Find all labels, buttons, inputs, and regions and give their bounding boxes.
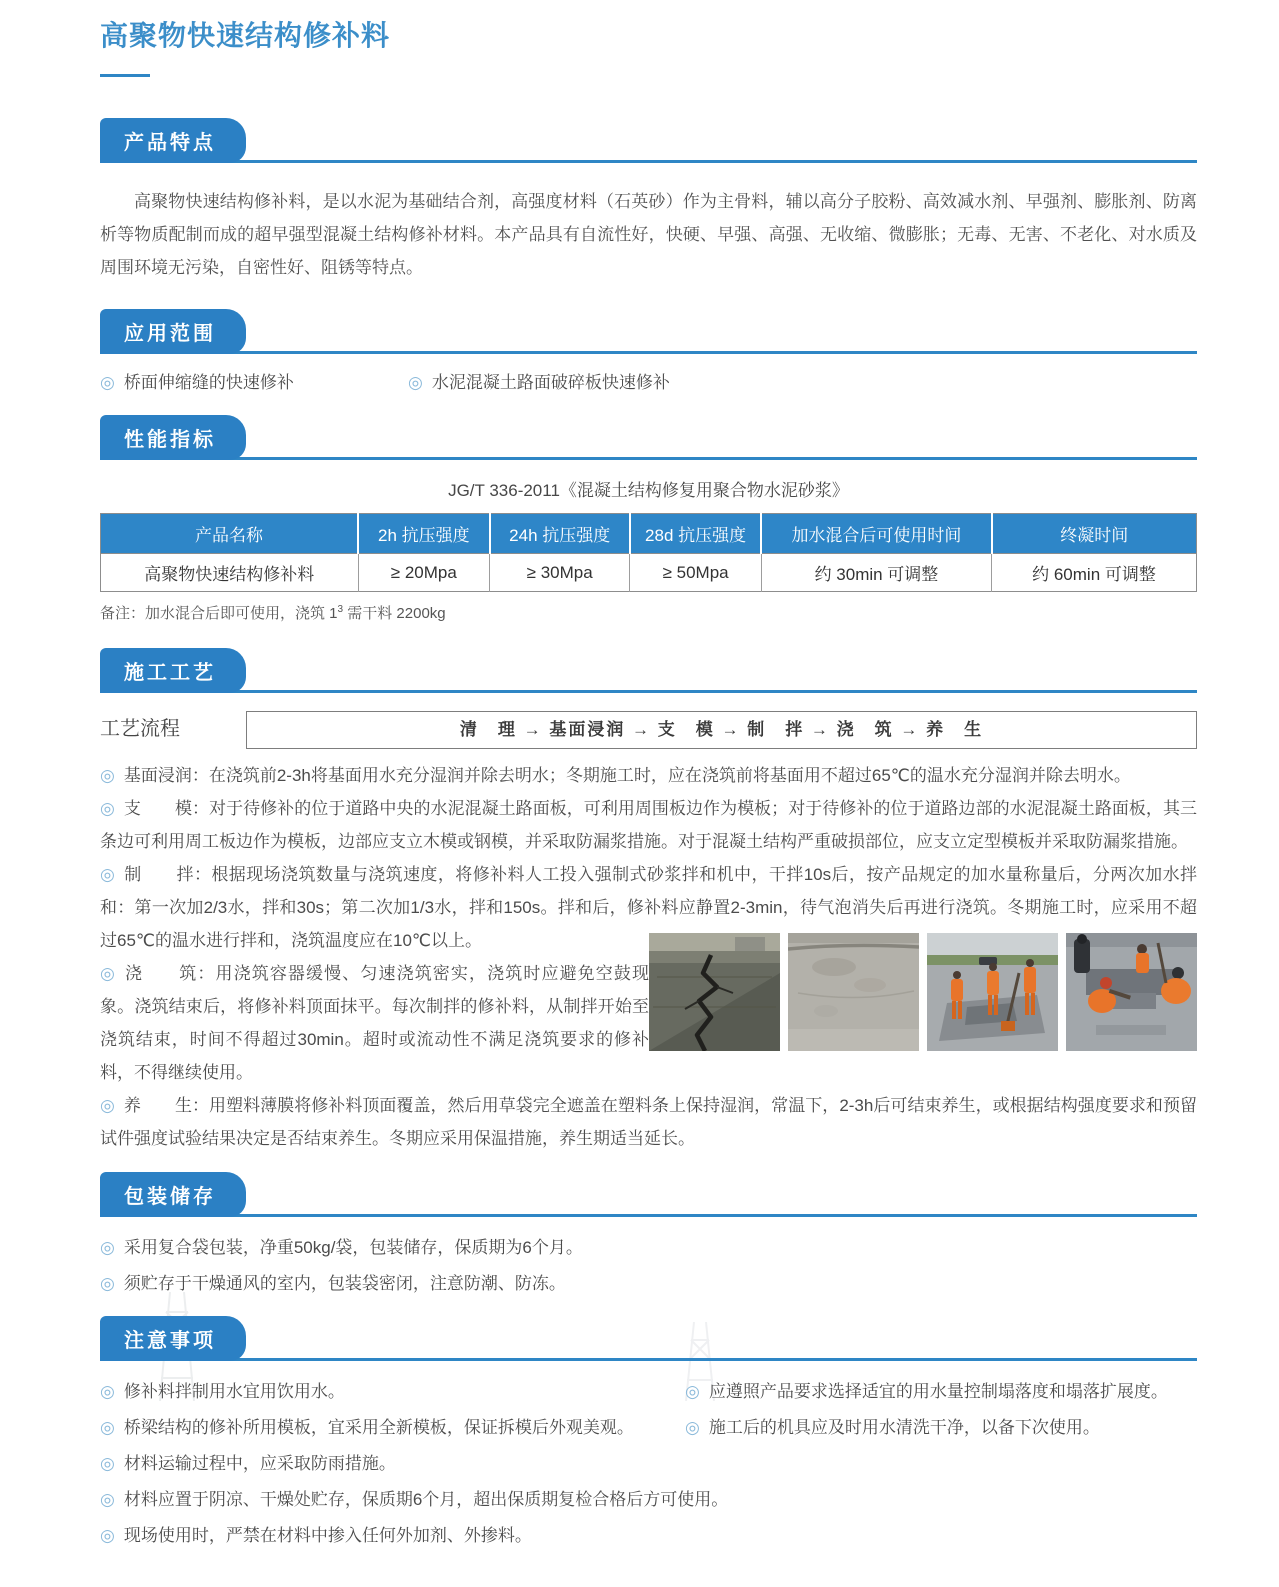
performance-table (100, 513, 1197, 592)
ring-bullet-icon: ◎ (100, 1274, 115, 1293)
precaution-item (685, 1413, 1197, 1443)
process-step-label: 浇 筑： (124, 964, 216, 983)
process-step-text: 对于待修补的位于道路中央的水泥混凝土路面板，可利用周围板边作为模板；对于待修补的位于道路边部的水泥混凝土路面板，其三条边可利用周工板边作为模板，边部应支立木模或钢模，并采取防漏浆措施。对于混凝土结构严重破损部位，应支立定型模板并采取防漏浆措施。 (100, 799, 1197, 851)
table-cell: ≥ 50Mpa (630, 554, 762, 592)
photo-repaired-surface (788, 933, 919, 1051)
section-application (100, 314, 1197, 398)
packaging-items (100, 1233, 1197, 1299)
ring-bullet-icon: ◎ (685, 1382, 700, 1401)
table-note-superscript: 3 (337, 604, 344, 615)
ring-bullet-icon: ◎ (100, 1096, 115, 1115)
section-tab-application: 应用范围 (100, 309, 246, 354)
process-step-with-photos (100, 957, 1197, 1089)
table-header-row (101, 514, 1197, 554)
table-note (100, 602, 1197, 623)
column-header: 加水混合后可使用时间 (761, 514, 991, 554)
precautions-grid (100, 1377, 1197, 1449)
ring-bullet-icon: ◎ (100, 1526, 115, 1545)
process-step-text: 用塑料薄膜将修补料顶面覆盖，然后用草袋完全遮盖在塑料条上保持湿润，常温下，2-3h后可结束养生，或根据结构强度要求和预留试件强度试验结果决定是否结束养生。冬期应采用保温措施，养生期适当延长。 (100, 1096, 1197, 1148)
photo-cracked-pavement (649, 933, 780, 1051)
packaging-item (100, 1269, 1197, 1299)
ring-bullet-icon: ◎ (100, 1238, 115, 1257)
process-step-label: 养 生： (123, 1096, 210, 1115)
title-underline (100, 74, 150, 77)
ring-bullet-icon: ◎ (685, 1418, 700, 1437)
precautions-full-width-items (100, 1449, 1197, 1551)
site-photo-strip (649, 933, 1197, 1051)
photo-workers-patching (1066, 933, 1197, 1051)
section-header-row (100, 1177, 1197, 1217)
process-step (100, 759, 1197, 792)
precaution-item (100, 1377, 683, 1407)
process-step-label: 基面浸润： (123, 766, 209, 785)
precaution-item-text: 施工后的机具应及时用水清洗干净，以备下次使用。 (708, 1418, 1100, 1437)
column-header: 终凝时间 (992, 514, 1197, 554)
section-precautions (100, 1321, 1197, 1551)
section-header-row (100, 653, 1197, 693)
packaging-item (100, 1233, 1197, 1263)
table-note-text: 需干料 2200kg (343, 605, 446, 622)
ring-bullet-icon: ◎ (100, 1454, 115, 1473)
flow-diagram: 清 理 → 基面浸润 → 支 模 → 制 拌 → 浇 筑 → 养 生 (246, 711, 1197, 749)
standard-caption: JG/T 336-2011《混凝土结构修复用聚合物水泥砂浆》 (448, 481, 849, 500)
ring-bullet-icon: ◎ (408, 373, 423, 392)
process-step-label: 制 拌： (124, 865, 212, 884)
precaution-item-text: 现场使用时，严禁在材料中掺入任何外加剂、外掺料。 (123, 1526, 532, 1545)
table-row (101, 554, 1197, 592)
flow-label: 工艺流程 (100, 718, 180, 740)
column-header: 产品名称 (101, 514, 359, 554)
precaution-item (685, 1377, 1197, 1407)
process-step (100, 792, 1197, 858)
precaution-item-text: 材料运输过程中，应采取防雨措施。 (123, 1454, 396, 1473)
precaution-item-text: 材料应置于阴凉、干燥处贮存，保质期6个月，超出保质期复检合格后方可使用。 (123, 1490, 729, 1509)
table-cell: ≥ 20Mpa (358, 554, 490, 592)
column-header: 2h 抗压强度 (358, 514, 490, 554)
ring-bullet-icon: ◎ (100, 1382, 115, 1401)
section-process (100, 653, 1197, 1155)
application-items (100, 368, 1197, 398)
process-step-label: 支 模： (123, 799, 210, 818)
column-header: 24h 抗压强度 (490, 514, 630, 554)
process-step (100, 957, 649, 1089)
process-step-text: 在浇筑前2-3h将基面用水充分湿润并除去明水；冬期施工时，应在浇筑前将基面用不超过65℃的温水充分湿润并除去明水。 (208, 766, 1131, 785)
application-item (100, 368, 408, 398)
packaging-item-text: 采用复合袋包装，净重50kg/袋，包装储存，保质期为6个月。 (123, 1238, 583, 1257)
application-item-text: 水泥混凝土路面破碎板快速修补 (431, 373, 670, 392)
section-header-row (100, 123, 1197, 163)
process-step-text: 根据现场浇筑数量与浇筑速度，将修补料人工投入强制式砂浆拌和机中，干拌10s后，按产品规定的加水量称量后，分两次加水拌和：第一次加2/3水，拌和30s；第二次加1/3水，拌和150s。拌和后，修补料应静置2-3min，待气泡消失后再进行浇筑。冬期施工时，应采用不超过65℃的温水进行拌和，浇筑温度应在10℃以上。 (100, 865, 1197, 950)
section-tab-packaging: 包装储存 (100, 1172, 246, 1217)
table-cell: 约 60min 可调整 (992, 554, 1197, 592)
ring-bullet-icon: ◎ (100, 865, 116, 884)
column-header: 28d 抗压强度 (630, 514, 762, 554)
photo-road-repair-workers (927, 933, 1058, 1051)
table-note-text: 备注：加水混合后即可使用，浇筑 1 (100, 605, 338, 622)
ring-bullet-icon: ◎ (100, 1490, 115, 1509)
application-item (408, 368, 670, 398)
section-packaging (100, 1177, 1197, 1299)
ring-bullet-icon: ◎ (100, 373, 115, 392)
process-flow-row (100, 711, 1197, 749)
application-item-text: 桥面伸缩缝的快速修补 (123, 373, 294, 392)
precaution-item (100, 1413, 683, 1443)
section-tab-performance: 性能指标 (100, 415, 246, 460)
precaution-item-text: 修补料拌制用水宜用饮用水。 (123, 1382, 345, 1401)
table-cell: 高聚物快速结构修补料 (101, 554, 359, 592)
ring-bullet-icon: ◎ (100, 766, 115, 785)
table-cell: 约 30min 可调整 (761, 554, 991, 592)
ring-bullet-icon: ◎ (100, 799, 115, 818)
ring-bullet-icon: ◎ (100, 964, 116, 983)
precaution-item (100, 1521, 1197, 1551)
section-performance (100, 420, 1197, 623)
section-tab-precautions: 注意事项 (100, 1316, 246, 1361)
precaution-item-text: 桥梁结构的修补所用模板，宜采用全新模板，保证拆模后外观美观。 (123, 1418, 634, 1437)
packaging-item-text: 须贮存于干燥通风的室内，包装袋密闭，注意防潮、防冻。 (123, 1274, 566, 1293)
section-features (100, 123, 1197, 284)
section-header-row (100, 420, 1197, 460)
page-title: 高聚物快速结构修补料 (100, 20, 391, 51)
precaution-item (100, 1449, 1197, 1479)
precaution-item (100, 1485, 1197, 1515)
features-paragraph: 高聚物快速结构修补料，是以水泥为基础结合剂，高强度材料（石英砂）作为主骨料，辅以高分子胶粉、高效减水剂、早强剂、膨胀剂、防离析等物质配制而成的超早强型混凝土结构修补材料。本产品具有自流性好，快硬、早强、高强、无收缩、微膨胀；无毒、无害、不老化、对水质及周围环境无污染，自密性好、阻锈等特点。 (100, 192, 1197, 277)
table-cell: ≥ 30Mpa (490, 554, 630, 592)
process-step-text: 用浇筑容器缓慢、匀速浇筑密实，浇筑时应避免空鼓现象。浇筑结束后，将修补料顶面抹平。每次制拌的修补料，从制拌开始至浇筑结束，时间不得超过30min。超时或流动性不满足浇筑要求的修补料，不得继续使用。 (100, 964, 650, 1082)
section-header-row (100, 314, 1197, 354)
section-tab-process: 施工工艺 (100, 648, 246, 693)
process-step (100, 1089, 1197, 1155)
precaution-item-text: 应遵照产品要求选择适宜的用水量控制塌落度和塌落扩展度。 (708, 1382, 1168, 1401)
section-tab-features: 产品特点 (100, 118, 246, 163)
section-header-row (100, 1321, 1197, 1361)
ring-bullet-icon: ◎ (100, 1418, 115, 1437)
